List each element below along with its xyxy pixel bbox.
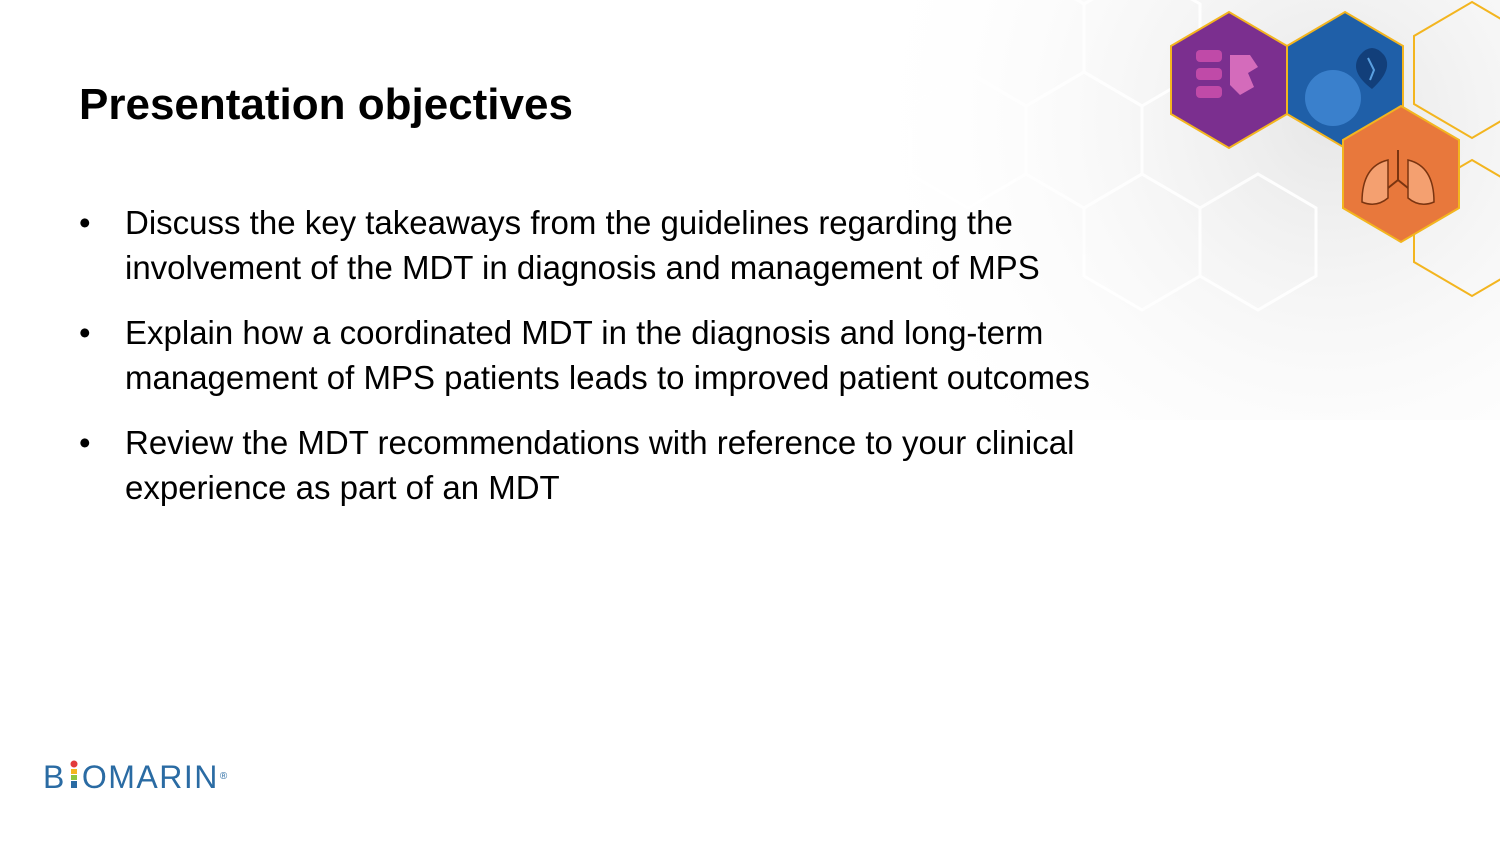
logo-registered-mark: ®: [219, 771, 229, 782]
bullet-line: involvement of the MDT in diagnosis and management of MPS: [125, 249, 1040, 286]
bullet-line: management of MPS patients leads to improved patient outcomes: [125, 359, 1090, 396]
logo-text-b: B: [43, 759, 66, 795]
objectives-list: [79, 200, 1279, 530]
slide-title: Presentation objectives: [79, 80, 573, 129]
list-item: [79, 310, 1279, 400]
bullet-marker: •: [79, 424, 91, 461]
bullet-line: experience as part of an MDT: [125, 469, 560, 506]
bullet-marker: •: [79, 204, 91, 241]
list-item: [79, 420, 1279, 510]
bullet-line: Explain how a coordinated MDT in the diagnosis and long-term: [125, 314, 1044, 351]
bullet-marker: •: [79, 314, 91, 351]
biomarin-logo: [43, 757, 229, 797]
bullet-line: Review the MDT recommendations with reference to your clinical: [125, 424, 1075, 461]
logo-i-icon: [68, 759, 80, 789]
bullet-line: Discuss the key takeaways from the guidelines regarding the: [125, 204, 1013, 241]
list-item: [79, 200, 1279, 290]
logo-text-omarin: OMARIN: [81, 759, 219, 795]
